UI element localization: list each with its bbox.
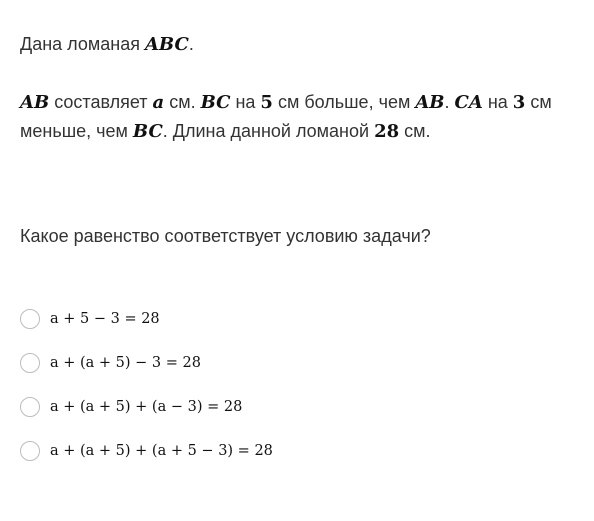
option-formula: a + 5 − 3 = 28 [50,311,160,327]
task-content [20,30,580,473]
condition-text-part: на [230,92,261,112]
segment-ab-ref: AB [415,92,445,113]
intro-suffix: . [188,34,194,54]
number-5: 5 [260,92,273,113]
answer-option-1[interactable] [20,297,580,341]
radio-button-icon[interactable] [20,397,40,417]
condition-text-part: . [444,92,455,112]
segment-bc-ref: BC [132,121,163,142]
answer-option-4[interactable] [20,429,580,473]
intro-prefix: Дана ломаная [20,34,145,54]
segment-bc: BC [200,92,231,113]
question-text: Какое равенство соответствует условию задачи? [20,226,431,246]
condition-text-part: см больше, чем [272,92,416,112]
segment-ab: AB [20,92,50,113]
intro-text [20,30,580,59]
condition-text [20,88,580,146]
condition-text-part: составляет [49,92,153,112]
variable-a: a [152,92,165,113]
answer-option-3[interactable] [20,385,580,429]
condition-text-part: см. [399,121,431,141]
radio-button-icon[interactable] [20,353,40,373]
radio-button-icon[interactable] [20,441,40,461]
segment-ca: CA [454,92,483,113]
answer-option-2[interactable] [20,341,580,385]
option-formula: a + (a + 5) − 3 = 28 [50,355,201,371]
condition-text-part: на [482,92,513,112]
radio-button-icon[interactable] [20,309,40,329]
condition-text-part: см меньше, чем [20,92,552,141]
number-28: 28 [374,121,400,142]
polyline-name: ABC [144,34,189,55]
answer-options [20,297,580,473]
option-formula: a + (a + 5) + (a − 3) = 28 [50,399,243,415]
option-formula: a + (a + 5) + (a + 5 − 3) = 28 [50,443,273,459]
condition-text-part: . Длина данной ломаной [162,121,375,141]
number-3: 3 [512,92,526,113]
condition-text-part: см. [164,92,201,112]
